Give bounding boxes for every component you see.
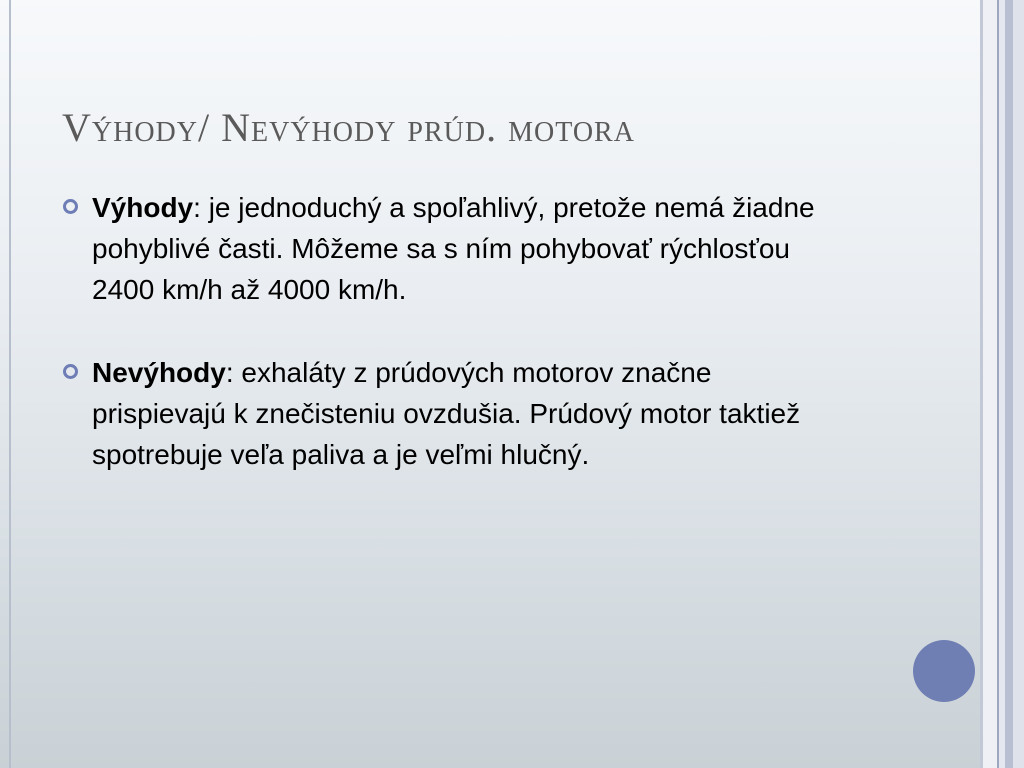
bullet-disadvantages	[62, 352, 822, 475]
bullet-text: exhaláty z prúdových motorov značne prispievajú k znečisteniu ovzdušia. Prúdový motor taktiež spotrebuje veľa paliva a je veľmi hlučný.	[92, 357, 801, 470]
decorative-circle	[913, 640, 975, 702]
left-frame-line	[9, 0, 11, 768]
bullet-separator: :	[225, 357, 242, 388]
bullet-term: Výhody	[92, 192, 194, 223]
bullet-list	[62, 187, 822, 475]
hollow-circle-bullet-icon	[63, 199, 78, 214]
stripe	[1005, 0, 1013, 768]
stripe	[1013, 0, 1024, 768]
slide-title: Výhody/ Nevýhody prúd. motora	[62, 105, 635, 150]
bullet-separator: :	[193, 192, 209, 223]
bullet-text: je jednoduchý a spoľahlivý, pretože nemá žiadne pohyblivé časti. Môžeme sa s ním pohybovať rýchlosťou 2400 km/h až 4000 km/h.	[92, 192, 815, 305]
hollow-circle-bullet-icon	[63, 364, 78, 379]
stripe	[983, 0, 997, 768]
bullet-advantages	[62, 187, 822, 310]
right-decorative-stripes	[980, 0, 1024, 768]
bullet-term: Nevýhody	[92, 357, 226, 388]
